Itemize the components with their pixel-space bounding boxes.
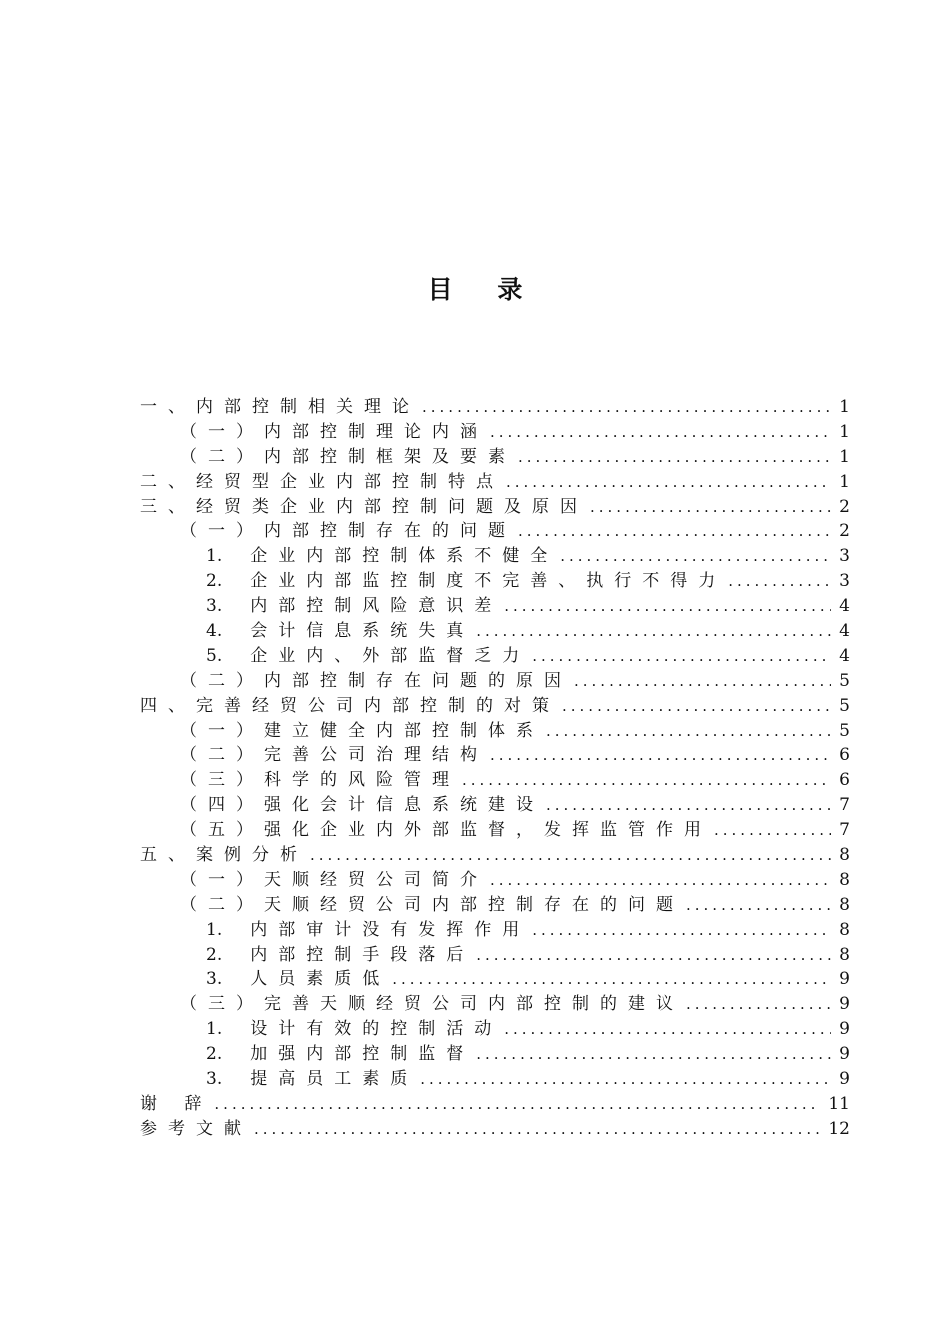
toc-entry[interactable] (140, 1114, 850, 1139)
dot-leader (476, 1045, 831, 1063)
toc-entry[interactable] (140, 541, 850, 566)
toc-entry[interactable] (140, 492, 850, 517)
toc-entry-label: 内部控制风险意识差 (250, 596, 503, 617)
dot-leader (476, 622, 831, 640)
toc-entry[interactable] (140, 566, 850, 591)
toc-entry[interactable] (140, 940, 850, 965)
toc-entry-number: 5. (206, 645, 223, 666)
toc-entry[interactable] (140, 890, 850, 915)
toc-entry-label: 四、完善经贸公司内部控制的对策 (140, 695, 560, 716)
toc-entry[interactable] (140, 392, 850, 417)
toc-entry-label: 内部控制手段落后 (250, 944, 475, 965)
toc-entry-page-number: 7 (839, 795, 850, 816)
toc-entry[interactable] (140, 765, 850, 790)
toc-entry[interactable] (140, 716, 850, 741)
toc-entry[interactable] (140, 666, 850, 691)
dot-leader (504, 597, 831, 615)
table-of-contents (140, 392, 850, 1139)
dot-leader (518, 448, 831, 466)
toc-entry-label: 五、案例分析 (140, 845, 308, 866)
dot-leader (546, 722, 831, 740)
toc-entry-number: 1. (206, 919, 223, 940)
toc-entry-label: （二）天顺经贸公司内部控制存在的问题 (180, 894, 684, 915)
dot-leader (518, 522, 831, 540)
toc-entry-number: 3. (206, 1069, 223, 1090)
toc-entry-label: 企业内部控制体系不健全 (250, 546, 559, 567)
dot-leader (254, 1120, 820, 1138)
toc-entry-page-number: 2 (839, 521, 850, 542)
toc-entry-label: （二）内部控制存在问题的原因 (180, 670, 572, 691)
dot-leader (506, 473, 831, 491)
toc-entry-number: 3. (206, 596, 223, 617)
toc-entry[interactable] (140, 865, 850, 890)
toc-entry[interactable] (140, 740, 850, 765)
dot-leader (686, 995, 831, 1013)
toc-entry-label: 企业内、外部监督乏力 (250, 645, 531, 666)
toc-entry[interactable] (140, 1089, 850, 1114)
toc-entry-number: 3. (206, 969, 223, 990)
toc-entry-page-number: 1 (839, 446, 850, 467)
toc-entry-page-number: 5 (839, 670, 850, 691)
toc-entry-page-number: 7 (839, 820, 850, 841)
toc-entry-label: （一）天顺经贸公司简介 (180, 869, 488, 890)
dot-leader (392, 970, 831, 988)
dot-leader (310, 846, 831, 864)
toc-entry-page-number: 5 (839, 695, 850, 716)
toc-entry-label: （三）科学的风险管理 (180, 770, 460, 791)
toc-entry[interactable] (140, 442, 850, 467)
toc-entry-page-number: 3 (839, 546, 850, 567)
toc-entry-number: 1. (206, 546, 223, 567)
toc-entry-label: 设计有效的控制活动 (250, 1019, 503, 1040)
dot-leader (462, 771, 831, 789)
toc-entry-label: 参考文献 (140, 1118, 252, 1139)
toc-entry-page-number: 8 (839, 919, 850, 940)
toc-entry-page-number: 9 (839, 1044, 850, 1065)
toc-entry-label: （二）内部控制框架及要素 (180, 446, 516, 467)
toc-entry-number: 2. (206, 1044, 223, 1065)
toc-entry[interactable] (140, 1039, 850, 1064)
dot-leader (562, 697, 831, 715)
toc-entry-label: 人员素质低 (250, 969, 391, 990)
toc-entry-page-number: 4 (839, 621, 850, 642)
toc-entry-page-number: 11 (828, 1093, 850, 1114)
toc-entry-page-number: 8 (839, 869, 850, 890)
toc-entry-number: 4. (206, 621, 223, 642)
toc-entry-page-number: 8 (839, 894, 850, 915)
toc-entry[interactable] (140, 691, 850, 716)
toc-entry[interactable] (140, 1064, 850, 1089)
toc-entry-page-number: 9 (839, 994, 850, 1015)
toc-entry-number: 2. (206, 571, 223, 592)
toc-entry-label: 一、内部控制相关理论 (140, 397, 420, 417)
toc-entry-page-number: 6 (839, 745, 850, 766)
dot-leader (490, 746, 831, 764)
toc-entry-label: （一）建立健全内部控制体系 (180, 720, 544, 741)
toc-entry-page-number: 1 (839, 421, 850, 442)
toc-entry-label: （一）内部控制存在的问题 (180, 521, 516, 542)
toc-entry[interactable] (140, 417, 850, 442)
toc-entry[interactable] (140, 616, 850, 641)
toc-entry[interactable] (140, 915, 850, 940)
toc-entry-label: 企业内部监控制度不完善、执行不得力 (250, 571, 727, 592)
toc-entry-page-number: 5 (839, 720, 850, 741)
toc-entry-label: （一）内部控制理论内涵 (180, 421, 488, 442)
toc-entry-page-number: 1 (839, 471, 850, 492)
dot-leader (490, 423, 831, 441)
toc-entry-page-number: 4 (839, 645, 850, 666)
toc-entry[interactable] (140, 641, 850, 666)
dot-leader (546, 796, 831, 814)
toc-entry-label: 二、经贸型企业内部控制特点 (140, 471, 504, 492)
dot-leader (590, 498, 831, 516)
dot-leader (490, 871, 831, 889)
toc-entry-label: 三、经贸类企业内部控制问题及原因 (140, 496, 588, 517)
dot-leader (476, 946, 831, 964)
dot-leader (560, 547, 831, 565)
toc-entry-number: 2. (206, 944, 223, 965)
toc-entry[interactable] (140, 840, 850, 865)
dot-leader (574, 672, 831, 690)
toc-entry-label: 内部审计没有发挥作用 (250, 919, 531, 940)
dot-leader (714, 821, 831, 839)
toc-entry-label: （五）强化企业内外部监督，发挥监管作用 (180, 820, 712, 841)
toc-entry-page-number: 3 (839, 571, 850, 592)
toc-entry-page-number: 12 (828, 1118, 850, 1139)
toc-entry[interactable] (140, 964, 850, 989)
toc-entry-number: 1. (206, 1019, 223, 1040)
toc-entry-label: 加强内部控制监督 (250, 1044, 475, 1065)
toc-entry-label: 谢 辞 (140, 1093, 213, 1114)
toc-entry-label: 会计信息系统失真 (250, 621, 475, 642)
toc-entry-label: 提高员工素质 (250, 1069, 419, 1090)
toc-entry-page-number: 2 (839, 496, 850, 517)
page-title: 目 录 (427, 275, 541, 304)
toc-entry-page-number: 4 (839, 596, 850, 617)
toc-entry-page-number: 1 (839, 397, 850, 417)
toc-entry-page-number: 9 (839, 1069, 850, 1090)
dot-leader (532, 647, 831, 665)
dot-leader (422, 398, 831, 416)
toc-entry-page-number: 8 (839, 845, 850, 866)
dot-leader (686, 896, 831, 914)
dot-leader (532, 921, 831, 939)
toc-entry-label: （四）强化会计信息系统建设 (180, 795, 544, 816)
dot-leader (728, 572, 831, 590)
toc-entry[interactable] (140, 467, 850, 492)
toc-entry-page-number: 9 (839, 969, 850, 990)
toc-entry-label: （二）完善公司治理结构 (180, 745, 488, 766)
toc-entry[interactable] (140, 516, 850, 541)
toc-entry-label: （三）完善天顺经贸公司内部控制的建议 (180, 994, 684, 1015)
dot-leader (214, 1095, 820, 1113)
toc-entry[interactable] (140, 989, 850, 1014)
toc-entry[interactable] (140, 815, 850, 840)
toc-entry[interactable] (140, 1014, 850, 1039)
toc-entry-page-number: 9 (839, 1019, 850, 1040)
toc-entry[interactable] (140, 591, 850, 616)
toc-entry[interactable] (140, 790, 850, 815)
toc-entry-page-number: 8 (839, 944, 850, 965)
dot-leader (504, 1020, 831, 1038)
toc-entry-page-number: 6 (839, 770, 850, 791)
dot-leader (420, 1070, 831, 1088)
